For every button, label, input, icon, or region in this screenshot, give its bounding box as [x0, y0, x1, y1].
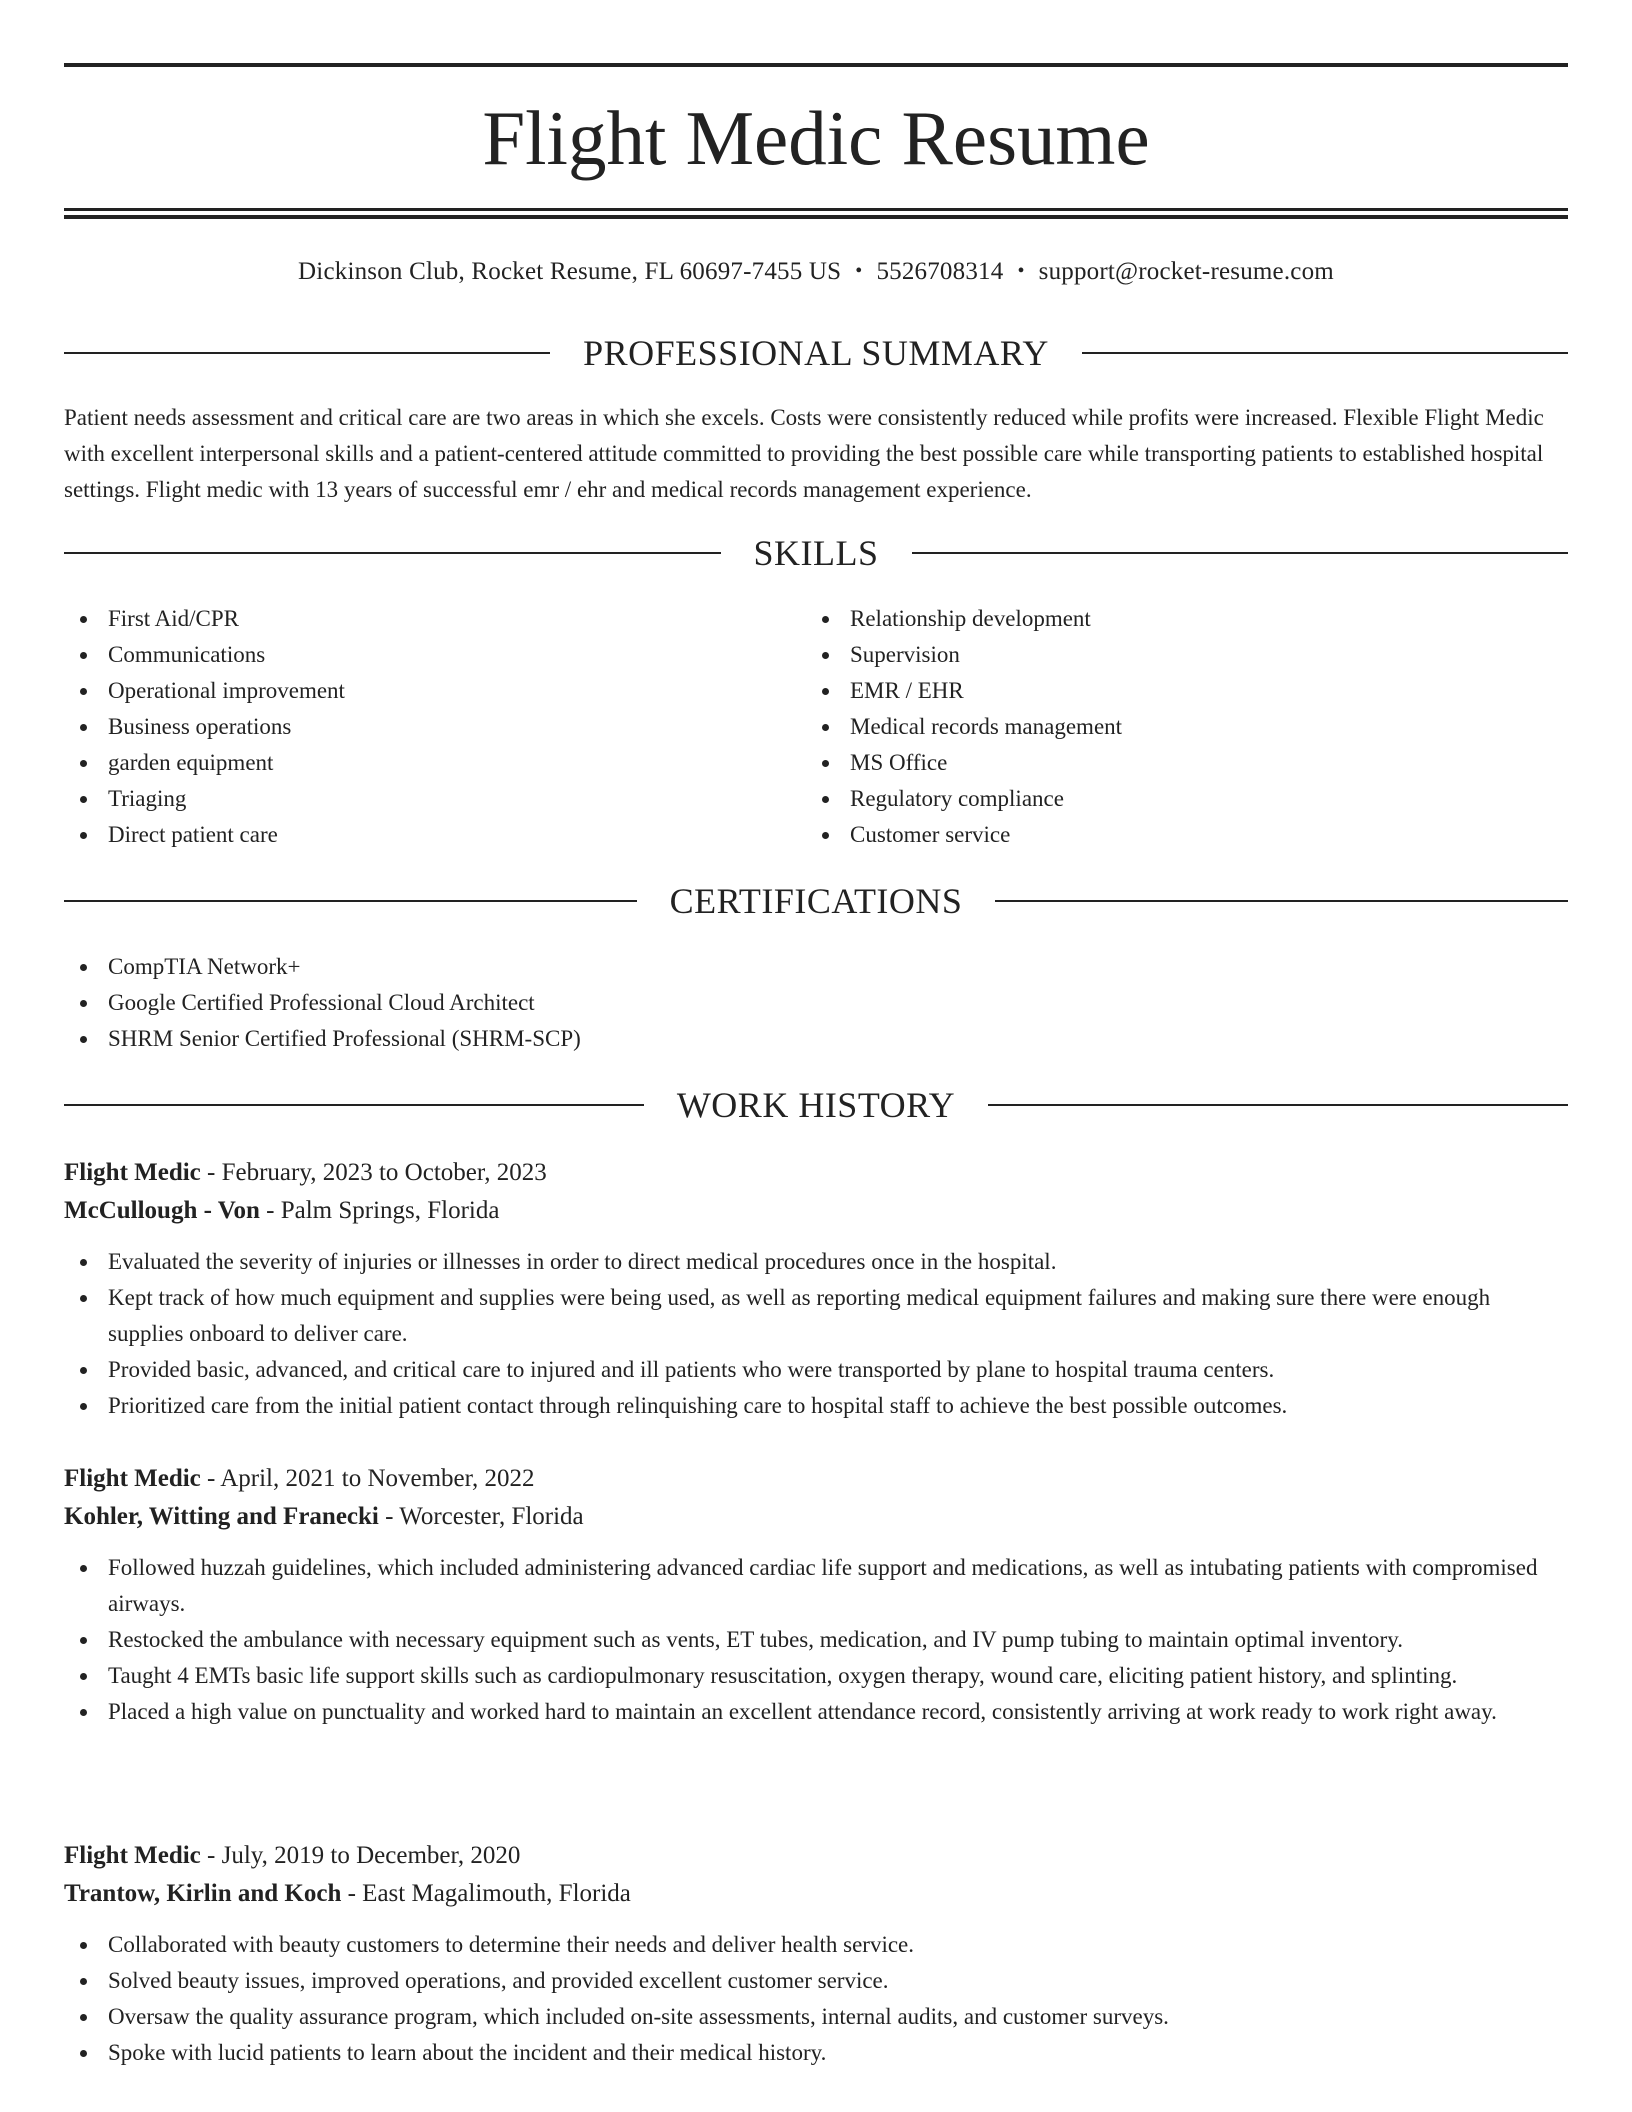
skill-item: Direct patient care	[64, 817, 764, 853]
job-company: Trantow, Kirlin and Koch	[64, 1880, 342, 1907]
heading-rule-right	[988, 1104, 1568, 1106]
job-location: - Palm Springs, Florida	[259, 1197, 500, 1224]
job-dates: - July, 2019 to December, 2020	[200, 1842, 521, 1869]
skill-item: Medical records management	[806, 709, 1506, 745]
skills-right-list	[806, 601, 1506, 853]
skill-item: Communications	[64, 637, 764, 673]
summary-heading	[64, 331, 1568, 375]
skill-item: EMR / EHR	[806, 673, 1506, 709]
header-double-rule-upper	[64, 208, 1568, 211]
skill-item: Relationship development	[806, 601, 1506, 637]
certification-item: CompTIA Network+	[64, 949, 1568, 985]
skill-item: Customer service	[806, 817, 1506, 853]
job-bullets	[64, 1927, 1568, 2071]
job-bullet: Kept track of how much equipment and supplies were being used, as well as reporting medical equipment failures and making sure there were enough supplies onboard to deliver care.	[64, 1280, 1568, 1352]
job-entry	[64, 1837, 1568, 2071]
job-company-line	[64, 1875, 1568, 1913]
skills-left-list	[64, 601, 764, 853]
heading-rule-right	[995, 900, 1568, 902]
skills-left-column	[64, 601, 764, 853]
job-company: Kohler, Witting and Franecki	[64, 1503, 379, 1530]
job-title: Flight Medic	[64, 1465, 201, 1492]
job-title: Flight Medic	[64, 1842, 201, 1869]
work-history-heading	[64, 1083, 1568, 1127]
skill-item: Regulatory compliance	[806, 781, 1506, 817]
skills-heading	[64, 531, 1568, 575]
resume-title: Flight Medic Resume	[482, 95, 1150, 181]
job-title: Flight Medic	[64, 1159, 201, 1186]
heading-rule-right	[1082, 352, 1568, 354]
heading-rule-left	[64, 352, 550, 354]
job-bullet: Followed huzzah guidelines, which included administering advanced cardiac life support and medications, as well as intubating patients with compromised airways.	[64, 1550, 1568, 1622]
job-company-line	[64, 1498, 1568, 1536]
job-location: - East Magalimouth, Florida	[341, 1880, 631, 1907]
summary-heading-label: PROFESSIONAL SUMMARY	[583, 333, 1049, 373]
job-bullet: Solved beauty issues, improved operations, and provided excellent customer service.	[64, 1963, 1568, 1999]
skill-item: Business operations	[64, 709, 764, 745]
certifications-list	[64, 949, 1568, 1057]
job-title-line	[64, 1460, 1568, 1498]
job-company-line	[64, 1192, 1568, 1230]
job-bullet: Taught 4 EMTs basic life support skills such as cardiopulmonary resuscitation, oxygen therapy, wound care, eliciting patient history, and splinting.	[64, 1658, 1568, 1694]
contact-phone: 5526708314	[876, 258, 1004, 285]
skill-item: First Aid/CPR	[64, 601, 764, 637]
work-history-heading-label: WORK HISTORY	[676, 1085, 956, 1125]
heading-rule-left	[64, 900, 637, 902]
skills-heading-label: SKILLS	[753, 533, 879, 573]
job-bullet: Restocked the ambulance with necessary equipment such as vents, ET tubes, medication, and IV pump tubing to maintain optimal inventory.	[64, 1622, 1568, 1658]
job-title-line	[64, 1154, 1568, 1192]
header-double-rule-lower	[64, 215, 1568, 219]
contact-line	[64, 254, 1568, 289]
certifications-heading	[64, 879, 1568, 923]
skill-item: Triaging	[64, 781, 764, 817]
contact-separator: •	[855, 260, 863, 282]
job-dates: - April, 2021 to November, 2022	[200, 1465, 535, 1492]
job-bullet: Provided basic, advanced, and critical care to injured and ill patients who were transported by plane to hospital trauma centers.	[64, 1352, 1568, 1388]
job-title-line	[64, 1837, 1568, 1875]
job-bullet: Prioritized care from the initial patient contact through relinquishing care to hospital staff to achieve the best possible outcomes.	[64, 1388, 1568, 1424]
summary-text: Patient needs assessment and critical care are two areas in which she excels. Costs were consistently reduced while profits were increased. Flexible Flight Medic with excellent interpersonal skills and a patient-centered attitude committed to providing the best possible care while transporting patients to established hospital settings. Flight medic with 13 years of successful emr / ehr and medical records management experience.	[64, 405, 1544, 502]
contact-email: support@rocket-resume.com	[1038, 258, 1334, 285]
job-bullet: Collaborated with beauty customers to determine their needs and deliver health service.	[64, 1927, 1568, 1963]
skills-right-column	[806, 601, 1506, 853]
job-company: McCullough - Von	[64, 1197, 260, 1224]
job-location: - Worcester, Florida	[378, 1503, 584, 1530]
job-entry	[64, 1154, 1568, 1424]
heading-rule-left	[64, 1104, 644, 1106]
header-top-rule	[64, 63, 1568, 67]
job-dates: - February, 2023 to October, 2023	[200, 1159, 547, 1186]
job-bullets	[64, 1550, 1568, 1730]
contact-address: Dickinson Club, Rocket Resume, FL 60697-7455 US	[298, 258, 842, 285]
skill-item: garden equipment	[64, 745, 764, 781]
contact-separator: •	[1017, 260, 1025, 282]
heading-rule-right	[912, 552, 1569, 554]
certification-item: Google Certified Professional Cloud Architect	[64, 985, 1568, 1021]
job-bullet: Spoke with lucid patients to learn about the incident and their medical history.	[64, 2035, 1568, 2071]
certification-item: SHRM Senior Certified Professional (SHRM-SCP)	[64, 1021, 1568, 1057]
heading-rule-left	[64, 552, 721, 554]
skill-item: Supervision	[806, 637, 1506, 673]
job-entry	[64, 1460, 1568, 1730]
job-bullet: Evaluated the severity of injuries or illnesses in order to direct medical procedures once in the hospital.	[64, 1244, 1568, 1280]
skill-item: Operational improvement	[64, 673, 764, 709]
job-bullet: Oversaw the quality assurance program, which included on-site assessments, internal audits, and customer surveys.	[64, 1999, 1568, 2035]
certifications-heading-label: CERTIFICATIONS	[669, 881, 963, 921]
job-bullets	[64, 1244, 1568, 1424]
job-bullet: Placed a high value on punctuality and worked hard to maintain an excellent attendance record, consistently arriving at work ready to work right away.	[64, 1694, 1568, 1730]
skill-item: MS Office	[806, 745, 1506, 781]
